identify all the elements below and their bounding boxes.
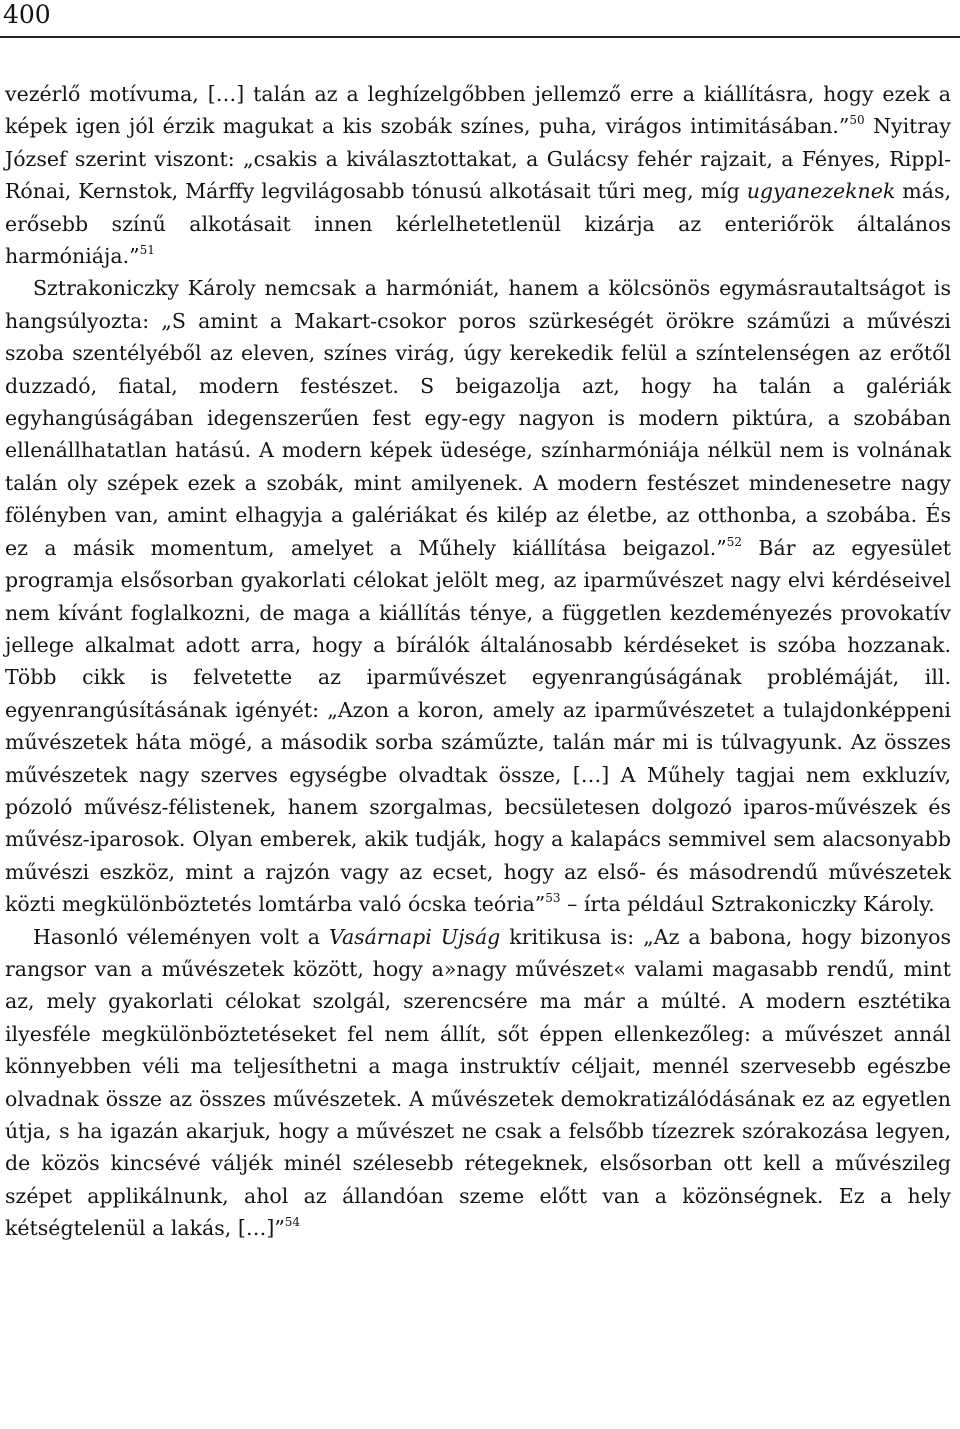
text-run: Sztrakoniczky Károly nemcsak a harmóniát, hanem a kölcsönös egymásrautaltságot is hangsúlyozta: „S amint a Makart-csokor poros szürkeségét örökre száműzi a művészi szoba szentélyéből az eleven, színes virág, úgy kerekedik felül a színtelenségen az erőtől duzzadó, fiatal, modern festészet. S beigazolja azt, hogy ha talán a galériák egyhangúságában idegenszerűen fest egy-egy nagyon is modern piktúra, a szobában ellenállhatatlan hatású. A modern képek üdesége, színharmóniája nélkül nem is volnának talán oly szépek ezek a szobák, mint amilyenek. A modern festészet mindenesetre nagy fölényben van, amint elhagyja a galériákat és kilép az életbe, az otthonba, a szobába. És ez a másik momentum, amelyet a Műhely kiállítása beigazol.”	[5, 276, 951, 560]
text-run: kritikusa is: „Az a babona, hogy bizonyos rangsor van a művészetek között, hogy a»nagy művészet« valami magasabb rendű, mint az, mely gyakorlati célokat szolgál, szerencsére ma már a múlté. A modern esztétika ilyesféle megkülönböztetéseket fel nem állít, sőt éppen ellenkezőleg: a művészet annál könnyebben véli ma teljesíthetni a maga instruktív céljait, mennél szervesebb egészbe olvadnak össze az összes művészetek. A művészetek demokratizálódásának ez az egyetlen útja, s ha igazán akarjuk, hogy a művészet ne csak a felsőbb tízezrek szórakozása legyen, de közös kincsévé váljék minél szélesebb rétegeknek, elsősorban ott kell a művészileg szépet applikálnunk, ahol az állandóan szeme előtt van a közönségnek. Ez a hely kétségtelenül a lakás, […]”	[5, 924, 951, 1241]
header-rule	[0, 36, 960, 38]
footnote-ref: 50	[849, 113, 865, 128]
text-run: Bár az egyesület programja elsősorban gyakorlati célokat jelölt meg, az iparművészet nagy elvi kérdéseivel nem kívánt foglalkozni, de maga a kiállítás ténye, a független kezdeményezés provokatív jellege alkalmat adott arra, hogy a bírálók általánosabb kérdéseket is szóba hozzanak. Több cikk is felvetette az iparművészet egyenrangúságának problémáját, ill. egyenrangúsításának igényét: „Azon a koron, amely az iparművészetet a tulajdonképpeni művészetek háta mögé, a második sorba száműzte, talán már mi is túlvagyunk. Az összes művészetek nagy szerves egységbe olvadtak össze, […] A Műhely tagjai nem exkluzív, pózoló művész-félistenek, hanem szorgalmas, becsületesen dolgozó iparos-művészek és művész-iparosok. Olyan emberek, akik tudják, hogy a kalapács semmivel sem alacsonyabb művészi eszköz, mint a rajzón vagy az ecset, hogy az első- és másodrendű művészetek közti megkülönböztetés lomtárba való ócska teória”	[5, 535, 951, 917]
text-run: Nyitray József szerint viszont: „csakis a kiválasztottakat, a Gulácsy fehér rajzait, a Fényes, Rippl-Rónai, Kernstok, Márffy legvilágosabb tónusú alkotásait tűri meg, míg	[5, 114, 951, 204]
italic-text: ugyanezeknek	[746, 179, 896, 204]
text-run: más, erősebb színű alkotásait innen kérlelhetetlenül kizárja az enteriőrök általános harmóniája.”	[5, 179, 951, 269]
paragraph	[5, 78, 951, 272]
text-run: – írta például Sztrakoniczky Károly.	[560, 892, 935, 917]
page-number: 400	[3, 0, 51, 29]
paragraph	[5, 272, 951, 920]
footnote-ref: 53	[545, 891, 561, 906]
footnote-ref: 51	[139, 243, 155, 258]
text-run: Hasonló véleményen volt a	[33, 924, 330, 949]
body-text	[5, 78, 951, 1245]
footnote-ref: 52	[726, 534, 743, 549]
italic-text: Vasárnapi Ujság	[329, 924, 501, 949]
text-run: vezérlő motívuma, […] talán az a leghízelgőbben jellemző erre a kiállításra, hogy ezek a képek igen jól érzik magukat a kis szobák színes, puha, virágos intimitásában.”	[5, 82, 951, 139]
paragraph	[5, 921, 951, 1245]
footnote-ref: 54	[284, 1215, 301, 1230]
